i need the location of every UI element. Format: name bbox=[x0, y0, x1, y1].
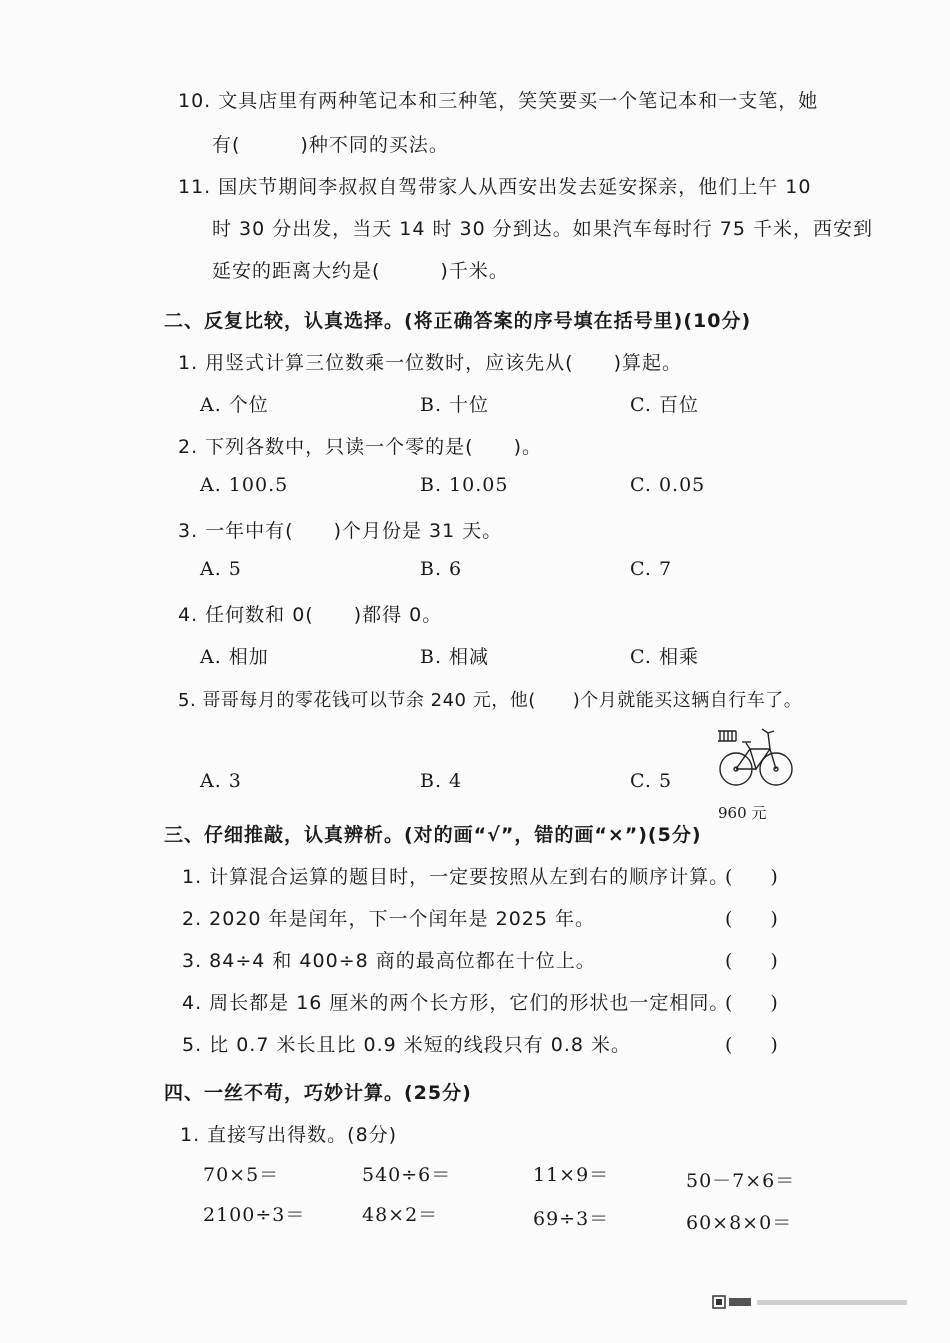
calc-r2-c1: 2100÷3＝ bbox=[203, 1204, 306, 1226]
s2-q1-stem: 1. 用竖式计算三位数乘一位数时，应该先从( )算起。 bbox=[178, 352, 682, 374]
s2-q4-option-c: C. 相乘 bbox=[630, 646, 699, 668]
s3-item-3: 3. 84÷4 和 400÷8 商的最高位都在十位上。 bbox=[182, 950, 596, 972]
s3-answer-paren-4[interactable]: ( ) bbox=[725, 992, 778, 1014]
q11-line2: 时 30 分出发，当天 14 时 30 分到达。如果汽车每时行 75 千米，西安到 bbox=[212, 218, 874, 240]
calc-r1-c4: 50－7×6＝ bbox=[686, 1170, 796, 1192]
s2-q2-option-a: A. 100.5 bbox=[200, 474, 289, 496]
calc-r1-c2: 540÷6＝ bbox=[362, 1164, 452, 1186]
s2-q2-option-c: C. 0.05 bbox=[630, 474, 706, 496]
s2-q2-stem: 2. 下列各数中，只读一个零的是( )。 bbox=[178, 436, 542, 458]
s3-answer-paren-2[interactable]: ( ) bbox=[725, 908, 778, 930]
s4-sub1-title: 1. 直接写出得数。(8分) bbox=[180, 1124, 398, 1146]
s2-q4-stem: 4. 任何数和 0( )都得 0。 bbox=[178, 604, 443, 626]
footer-watermark bbox=[705, 1282, 940, 1322]
section4-title: 四、一丝不苟，巧妙计算。(25分) bbox=[164, 1082, 472, 1104]
s2-q1-option-a: A. 个位 bbox=[200, 394, 269, 416]
q11-line3: 延安的距离大约是( )千米。 bbox=[212, 260, 509, 282]
calc-r1-c3: 11×9＝ bbox=[533, 1164, 610, 1186]
s2-q5-stem: 5. 哥哥每月的零花钱可以节余 240 元，他( )个月就能买这辆自行车了。 bbox=[178, 690, 803, 711]
section2-title: 二、反复比较，认真选择。(将正确答案的序号填在括号里)(10分) bbox=[164, 310, 752, 332]
s2-q5-option-b: B. 4 bbox=[420, 770, 463, 792]
s3-answer-paren-5[interactable]: ( ) bbox=[725, 1034, 778, 1056]
section3-title: 三、仔细推敲，认真辨析。(对的画“√”，错的画“×”)(5分) bbox=[164, 824, 702, 846]
calc-r1-c1: 70×5＝ bbox=[203, 1164, 280, 1186]
q11-line1: 11. 国庆节期间李叔叔自驾带家人从西安出发去延安探亲，他们上午 10 bbox=[178, 176, 812, 198]
s3-item-5: 5. 比 0.7 米长且比 0.9 米短的线段只有 0.8 米。 bbox=[182, 1034, 632, 1056]
s2-q3-option-c: C. 7 bbox=[630, 558, 673, 580]
s3-answer-paren-1[interactable]: ( ) bbox=[725, 866, 778, 888]
s2-q5-option-c: C. 5 bbox=[630, 770, 673, 792]
s2-q3-option-b: B. 6 bbox=[420, 558, 463, 580]
s2-q2-option-b: B. 10.05 bbox=[420, 474, 509, 496]
bike-price: 960 元 bbox=[718, 804, 767, 822]
s3-item-1: 1. 计算混合运算的题目时，一定要按照从左到右的顺序计算。 bbox=[182, 866, 730, 888]
s2-q3-stem: 3. 一年中有( )个月份是 31 天。 bbox=[178, 520, 503, 542]
s2-q5-option-a: A. 3 bbox=[200, 770, 242, 792]
s2-q1-option-b: B. 十位 bbox=[420, 394, 490, 416]
s2-q1-option-c: C. 百位 bbox=[630, 394, 699, 416]
calc-r2-c4: 60×8×0＝ bbox=[686, 1212, 793, 1234]
bicycle-illustration bbox=[718, 717, 794, 799]
s3-item-4: 4. 周长都是 16 厘米的两个长方形，它们的形状也一定相同。 bbox=[182, 992, 730, 1014]
s3-answer-paren-3[interactable]: ( ) bbox=[725, 950, 778, 972]
calc-r2-c3: 69÷3＝ bbox=[533, 1208, 610, 1230]
s3-item-2: 2. 2020 年是闰年，下一个闰年是 2025 年。 bbox=[182, 908, 595, 930]
calc-r2-c2: 48×2＝ bbox=[362, 1204, 439, 1226]
s2-q4-option-b: B. 相减 bbox=[420, 646, 490, 668]
s2-q3-option-a: A. 5 bbox=[200, 558, 242, 580]
q10-line1: 10. 文具店里有两种笔记本和三种笔，笑笑要买一个笔记本和一支笔，她 bbox=[178, 90, 819, 112]
s2-q4-option-a: A. 相加 bbox=[200, 646, 269, 668]
q10-line2: 有( )种不同的买法。 bbox=[212, 134, 449, 156]
